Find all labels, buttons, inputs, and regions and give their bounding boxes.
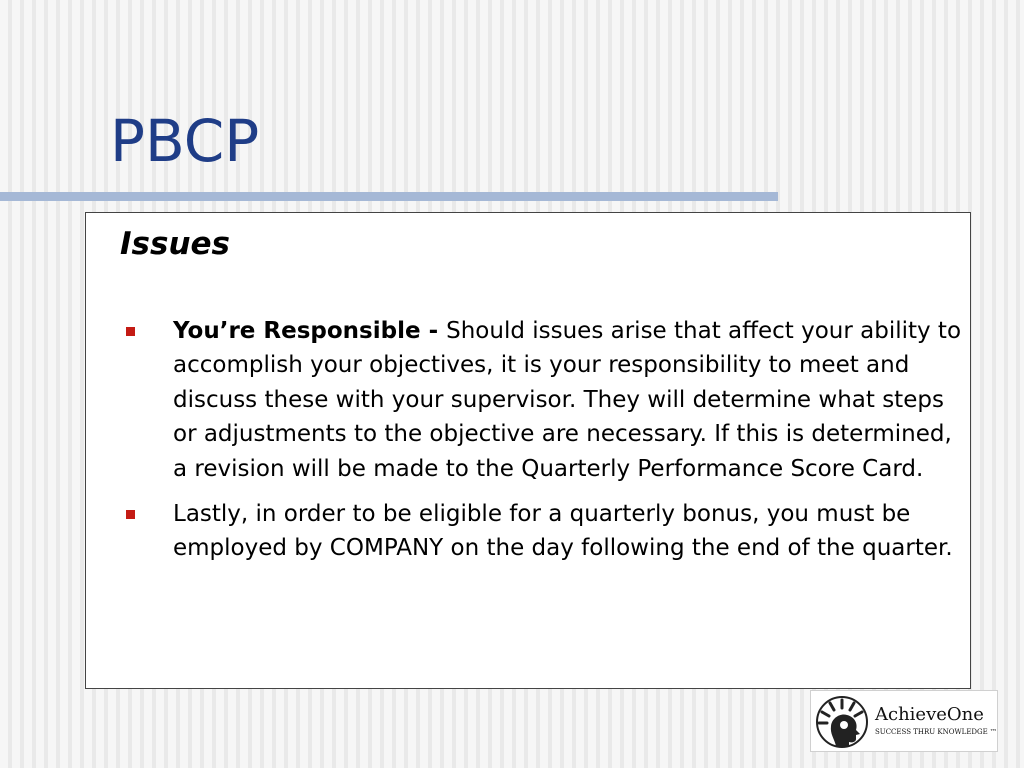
bullet-text: Lastly, in order to be eligible for a quarterly bonus, you must be employed by COMPANY on the day following the end of the quarter.: [173, 501, 953, 562]
bullet-item-eligibility: [120, 497, 968, 566]
title-divider: [0, 192, 778, 201]
square-bullet-icon: [126, 327, 135, 336]
content-box: [85, 212, 971, 689]
company-logo: [810, 690, 998, 752]
sunburst-head-icon: [814, 694, 870, 750]
bullet-text: Should issues arise that affect your ability to accomplish your objectives, it is your responsibility to meet and discuss these with your supervisor. They will determine what steps or adjustments to the objective are necessary. If this is determined, a revision will be made to the Quarterly Performance Score Card.: [173, 318, 962, 482]
bullet-list: [120, 314, 968, 577]
logo-brand-name: AchieveOne: [875, 704, 984, 725]
section-heading: Issues: [120, 226, 230, 262]
bullet-item-responsible: [120, 314, 968, 486]
bullet-lead: You’re Responsible -: [173, 318, 447, 344]
logo-tagline: SUCCESS THRU KNOWLEDGE ™: [875, 728, 997, 736]
square-bullet-icon: [126, 510, 135, 519]
slide-title: PBCP: [110, 107, 260, 175]
